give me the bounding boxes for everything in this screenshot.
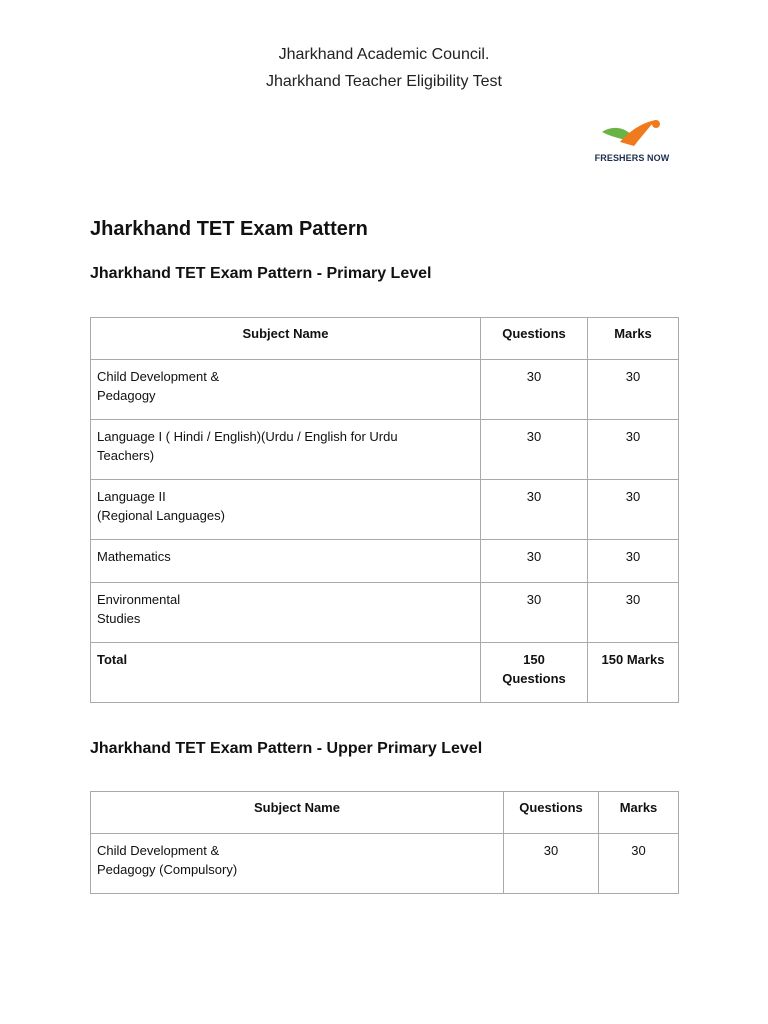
- council-name: Jharkhand Academic Council.: [278, 46, 490, 63]
- marks-cell: 30: [599, 834, 679, 894]
- questions-cell: 30: [504, 834, 599, 894]
- table-row: [91, 480, 679, 540]
- freshers-now-logo: [592, 118, 672, 168]
- column-header-subject: Subject Name: [91, 318, 481, 360]
- total-questions: 150 Questions: [481, 643, 588, 703]
- table-row: [91, 420, 679, 480]
- column-header-questions: Questions: [504, 792, 599, 834]
- marks-cell: 30: [588, 420, 679, 480]
- upper-primary-level-table: [90, 791, 679, 894]
- table-header-row: [91, 318, 679, 360]
- page-title: Jharkhand TET Exam Pattern: [90, 218, 368, 240]
- questions-cell: 30: [481, 540, 588, 583]
- subject-cell: Child Development & Pedagogy: [91, 360, 481, 420]
- questions-cell: 30: [481, 360, 588, 420]
- marks-cell: 30: [588, 480, 679, 540]
- column-header-marks: Marks: [599, 792, 679, 834]
- column-header-marks: Marks: [588, 318, 679, 360]
- marks-cell: 30: [588, 360, 679, 420]
- subject-cell: Child Development & Pedagogy (Compulsory): [91, 834, 504, 894]
- total-row: [91, 643, 679, 703]
- freshers-now-logo-icon: [600, 118, 664, 152]
- subject-cell: Language I ( Hindi / English)(Urdu / English for Urdu Teachers): [91, 420, 481, 480]
- questions-cell: 30: [481, 420, 588, 480]
- table-row: [91, 583, 679, 643]
- subject-cell: Mathematics: [91, 540, 481, 583]
- table-header-row: [91, 792, 679, 834]
- column-header-questions: Questions: [481, 318, 588, 360]
- total-marks: 150 Marks: [588, 643, 679, 703]
- table-row: [91, 360, 679, 420]
- table-row: [91, 834, 679, 894]
- primary-level-heading: Jharkhand TET Exam Pattern - Primary Level: [90, 265, 432, 282]
- exam-name: Jharkhand Teacher Eligibility Test: [266, 73, 502, 90]
- table-row: [91, 540, 679, 583]
- upper-primary-level-heading: Jharkhand TET Exam Pattern - Upper Primary Level: [90, 740, 483, 757]
- marks-cell: 30: [588, 540, 679, 583]
- logo-text: FRESHERS NOW: [594, 153, 670, 163]
- subject-cell: Language II (Regional Languages): [91, 480, 481, 540]
- column-header-subject: Subject Name: [91, 792, 504, 834]
- questions-cell: 30: [481, 480, 588, 540]
- marks-cell: 30: [588, 583, 679, 643]
- subject-cell: Environmental Studies: [91, 583, 481, 643]
- total-label: Total: [91, 643, 481, 703]
- questions-cell: 30: [481, 583, 588, 643]
- primary-level-table: [90, 317, 679, 703]
